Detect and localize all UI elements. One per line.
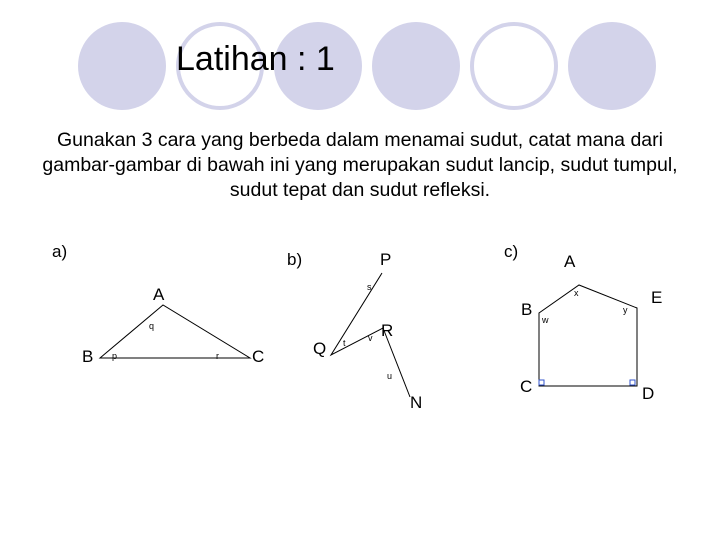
vertex-label-a-pentagon: A <box>564 252 576 271</box>
angle-label-w: w <box>542 315 549 325</box>
angle-label-u: u <box>387 371 393 381</box>
vertex-label-d-pentagon: D <box>642 384 655 403</box>
angle-label-v: v <box>368 333 373 343</box>
angle-label-y: y <box>623 305 628 315</box>
vertex-label-a: A <box>153 285 165 304</box>
pentagon-abcde <box>539 285 637 386</box>
slide-title: Latihan : 1 <box>176 40 335 78</box>
instruction-text: Gunakan 3 cara yang berbeda dalam menamai sudut, catat mana dari gambar-gambar di bawah ini yang merupakan sudut lancip, sudut tumpul, sudut tepat dan sudut refleksi. <box>42 129 678 201</box>
figure-label-a: a) <box>52 242 68 261</box>
vertex-label-p: P <box>380 250 392 269</box>
angle-label-r: r <box>216 351 219 361</box>
right-angle-marker-c <box>539 380 544 385</box>
angle-label-q: q <box>149 321 155 331</box>
vertex-label-e-pentagon: E <box>651 288 663 307</box>
angle-label-s: s <box>367 282 372 292</box>
triangle-abc <box>100 305 250 358</box>
figure-label-b: b) <box>287 250 303 269</box>
vertex-label-q: Q <box>313 339 327 358</box>
figure-label-c: c) <box>504 242 519 261</box>
vertex-label-c: C <box>252 347 265 366</box>
angle-label-x: x <box>574 288 579 298</box>
angle-label-t: t <box>343 338 346 348</box>
line-p-q-r <box>331 273 383 355</box>
vertex-label-b-pentagon: B <box>521 300 533 319</box>
vertex-label-b: B <box>82 347 94 366</box>
vertex-label-n: N <box>410 393 423 412</box>
vertex-label-c-pentagon: C <box>520 377 533 396</box>
right-angle-marker-d <box>630 380 635 385</box>
vertex-label-r: R <box>381 321 394 340</box>
angle-label-p: p <box>112 351 118 361</box>
